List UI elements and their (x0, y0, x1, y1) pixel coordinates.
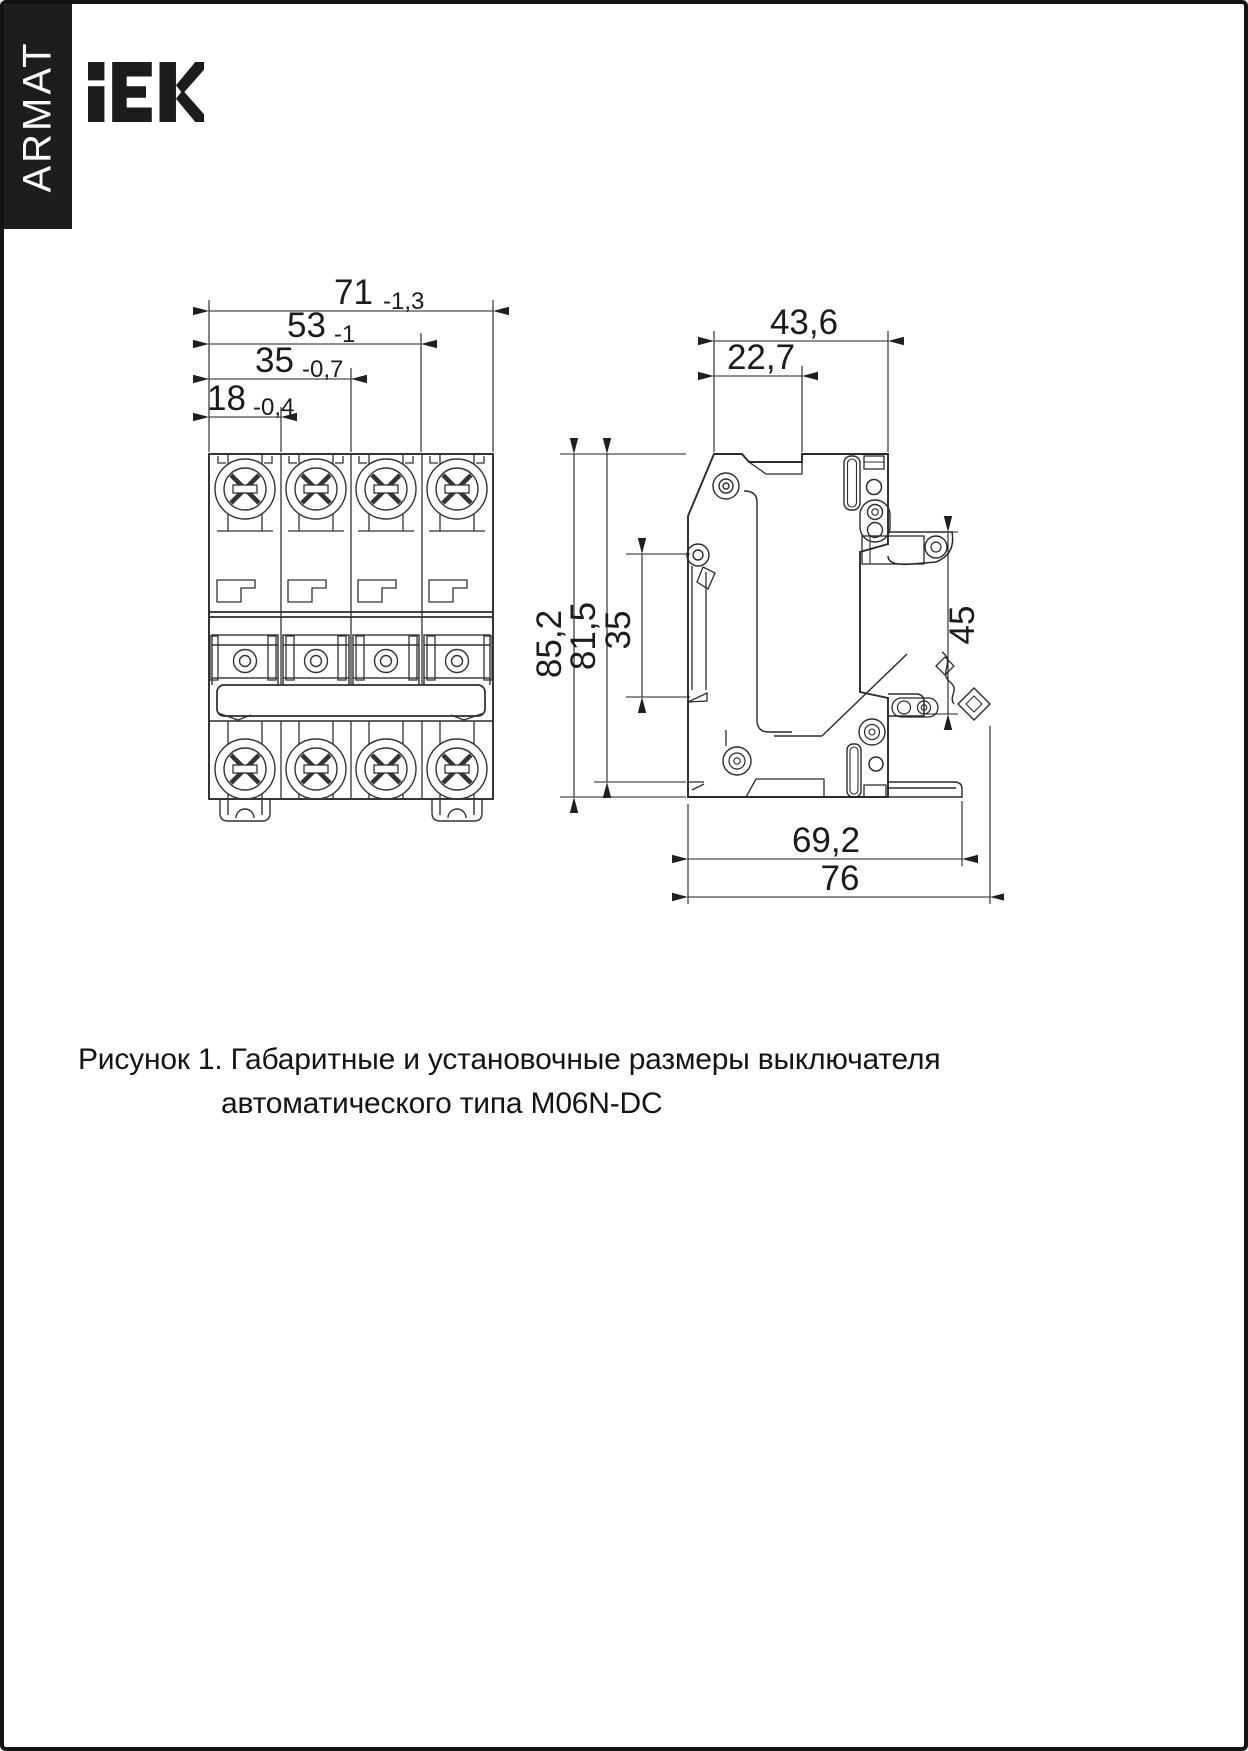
dimensional-drawing (104, 244, 1004, 924)
dim-18-value: 18 (207, 379, 246, 418)
dim-85-2: 85,2 (530, 609, 569, 679)
armat-label: ARMAT (15, 40, 60, 193)
dim-76: 76 (820, 859, 860, 898)
iek-logo-icon (88, 62, 204, 122)
dim-22-7: 22,7 (726, 338, 796, 377)
figure-caption-line1: Рисунок 1. Габаритные и установочные размеры выключателя (78, 1043, 941, 1076)
figure-caption-line2: автоматического типа M06N-DC (221, 1087, 663, 1120)
dim-53-value: 53 (287, 306, 326, 345)
dim-35-value: 35 (255, 341, 294, 380)
dim-45: 45 (943, 605, 982, 645)
front-view-drawing (209, 454, 493, 821)
figure-caption (78, 1038, 978, 1126)
dim-43-6: 43,6 (769, 303, 839, 342)
armat-brand-bar (4, 4, 72, 229)
dim-18-tolerance: -0,4 (253, 394, 295, 421)
dim-71-value: 71 (334, 273, 373, 312)
dim-69-2: 69,2 (791, 821, 861, 860)
dim-71-tolerance: -1,3 (383, 288, 425, 315)
dim-81-5: 81,5 (564, 601, 603, 671)
dim-35-tolerance: -0,7 (302, 356, 344, 383)
dim-35-side: 35 (599, 610, 638, 650)
dim-53-tolerance: -1 (334, 321, 356, 348)
